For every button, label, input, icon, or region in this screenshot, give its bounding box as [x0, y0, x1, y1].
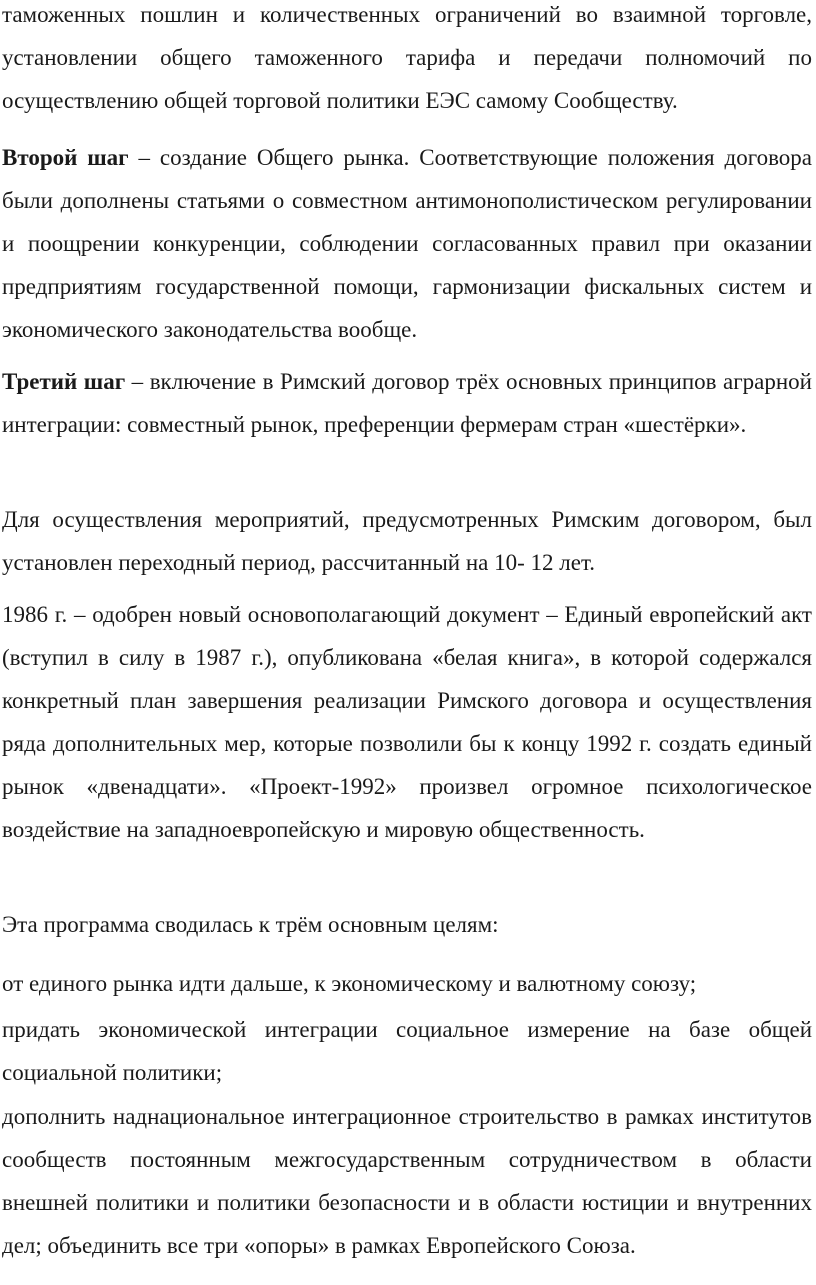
paragraph-text: 1986 г. – одобрен новый основополагающий документ – Единый европейский акт (вступил в силу в 1987 г.), опубликована «белая книга», в которой содержался конкретный план завершения реализации Римского договора и осуществления ряда дополнительных мер, которые позволили бы к концу 1992 г. создать единый рынок «двенадцати». «Проект-1992» произвел огромное психологическое воздействие на западноевропейскую и мировую общественность.: [2, 602, 812, 842]
paragraph-transition-period: [2, 498, 812, 584]
list-item-goal-1: [2, 962, 812, 1005]
paragraph-second-step: [2, 136, 812, 351]
paragraph-text: – создание Общего рынка. Соответствующие положения договора были дополнены статьями о совместном антимонополистическом регулировании и поощрении конкуренции, соблюдении согласованных правил при оказании предприятиям государственной помощи, гармонизации фискальных систем и экономического законодательства вообще.: [2, 145, 812, 342]
list-item-goal-3: [2, 1095, 812, 1267]
paragraph-lead: Второй шаг: [2, 145, 129, 170]
paragraph-text: – включение в Римский договор трёх основных принципов аграрной интеграции: совместный рынок, преференции фермерам стран «шестёрки».: [2, 369, 812, 437]
paragraph-text: Эта программа сводилась к трём основным целям:: [2, 912, 499, 937]
paragraph-program-goals: [2, 903, 812, 946]
paragraph-third-step: [2, 360, 812, 446]
paragraph-text: дополнить наднациональное интеграционное строительство в рамках институтов сообществ постоянным межгосударственным сотрудничеством в области внешней политики и политики безопасности и в области юстиции и внутренних дел; объединить все три «опоры» в рамках Европейского Союза.: [2, 1104, 812, 1258]
paragraph-text: таможенных пошлин и количественных ограничений во взаимной торговле, установлении общего таможенного тарифа и передачи полномочий по осуществлению общей торговой политики ЕЭС самому Сообществу.: [2, 2, 812, 113]
paragraph-text: придать экономической интеграции социальное измерение на базе общей социальной политики;: [2, 1017, 812, 1085]
paragraph-text: Для осуществления мероприятий, предусмотренных Римским договором, был установлен переходный период, рассчитанный на 10- 12 лет.: [2, 507, 812, 575]
paragraph-single-european-act: [2, 593, 812, 851]
paragraph-trade-policy: [2, 0, 812, 122]
list-item-goal-2: [2, 1008, 812, 1094]
paragraph-text: от единого рынка идти дальше, к экономическому и валютному союзу;: [2, 971, 697, 996]
paragraph-lead: Третий шаг: [2, 369, 126, 394]
